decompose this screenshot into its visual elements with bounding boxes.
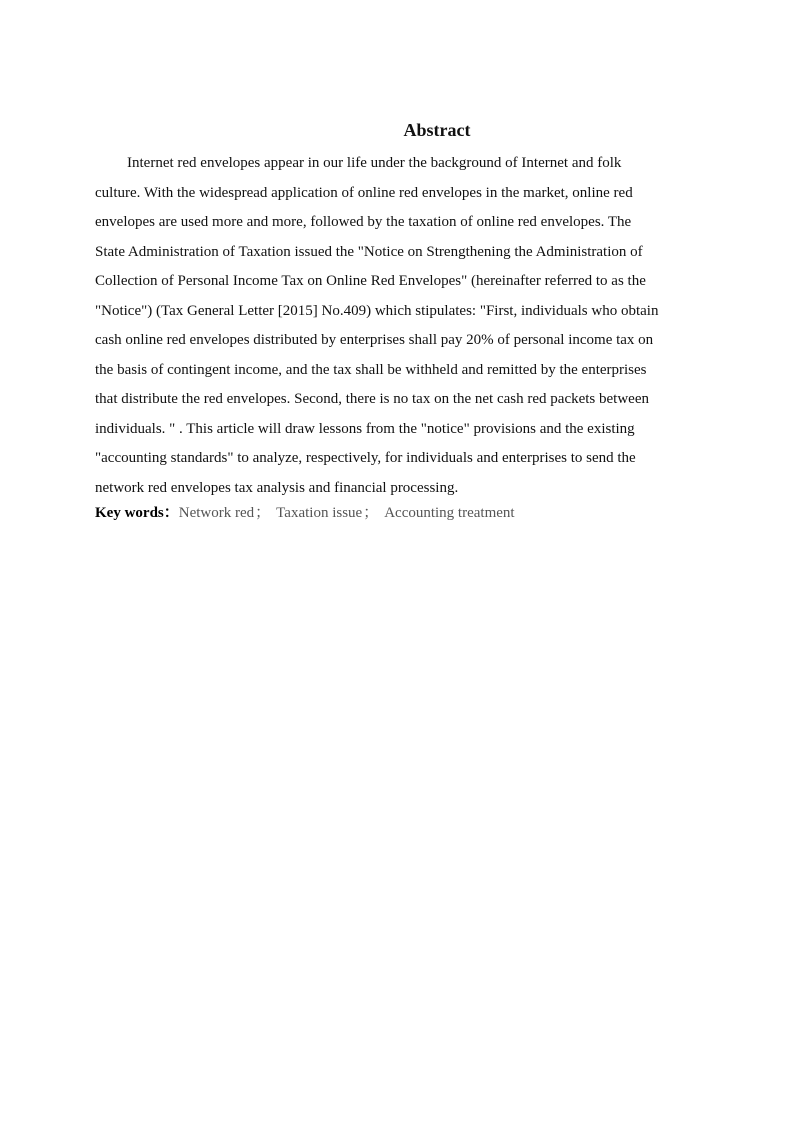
keyword-item: Network red [178,505,255,521]
keywords-line [95,502,735,524]
abstract-line: cash online red envelopes distributed by enterprises shall pay 20% of personal income tax on [95,332,654,348]
abstract-line: culture. With the widespread application of online red envelopes in the market, online red [95,184,633,201]
abstract-line: "Notice") (Tax General Letter [2015] No.409) which stipulates: "First, individuals who obtain [95,302,659,319]
keywords-label: Key words [95,505,164,521]
abstract-title: Abstract [403,120,471,140]
keyword-separator: ； [255,505,271,521]
abstract-line: the basis of contingent income, and the tax shall be withheld and remitted by the enterprises [95,361,647,378]
abstract-line: Internet red envelopes appear in our life under the background of Internet and folk [127,155,622,171]
abstract-line: network red envelopes tax analysis and financial processing. [95,479,459,496]
abstract-line: Collection of Personal Income Tax on Online Red Envelopes" (hereinafter referred to as the [95,273,646,289]
keywords-label-separator: ： [163,505,179,521]
abstract-line: envelopes are used more and more, followed by the taxation of online red envelopes. The [95,214,632,230]
abstract-line: that distribute the red envelopes. Second, there is no tax on the net cash red packets between [95,391,649,407]
abstract-line: individuals. " . This article will draw lessons from the "notice" provisions and the existing [95,420,635,437]
abstract-line: "accounting standards" to analyze, respectively, for individuals and enterprises to send the [95,450,636,466]
keyword-separator: ； [363,505,379,521]
abstract-body [95,149,705,503]
keyword-item: Taxation issue [276,505,363,521]
abstract-line: State Administration of Taxation issued the "Notice on Strengthening the Administration of [95,243,643,260]
keyword-item: Accounting treatment [384,505,515,521]
